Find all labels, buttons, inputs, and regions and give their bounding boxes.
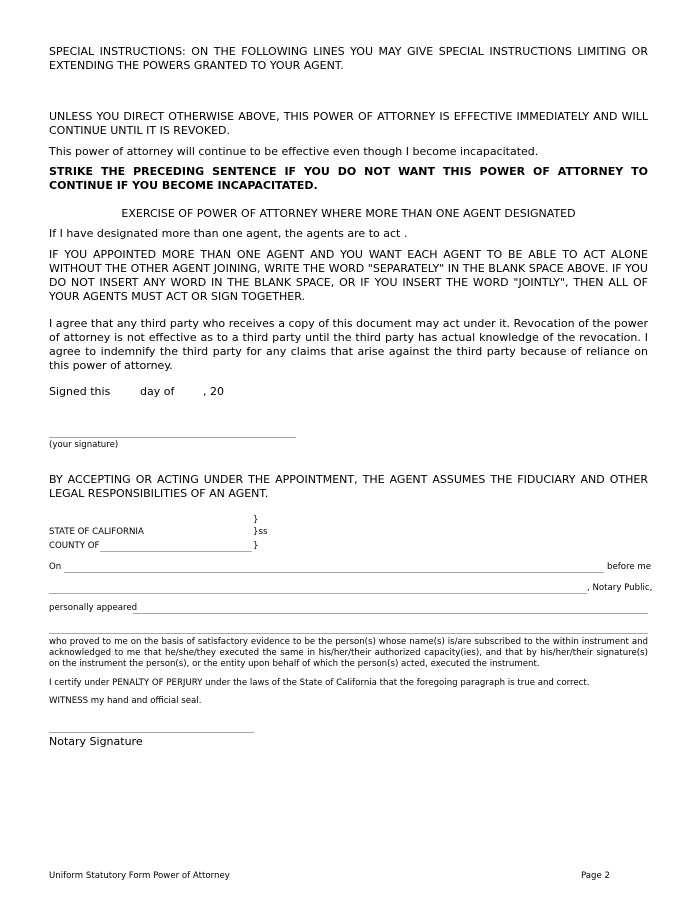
- your-signature-line: [49, 437, 296, 438]
- day-of-label: day of: [140, 385, 175, 398]
- effective-notice-text: UNLESS YOU DIRECT OTHERWISE ABOVE, THIS POWER OF ATTORNEY IS EFFECTIVE IMMEDIATELY AND WILL CONTINUE UNTIL IT IS REVOKED.: [49, 110, 648, 137]
- exercise-heading: EXERCISE OF POWER OF ATTORNEY WHERE MORE THAN ONE AGENT DESIGNATED: [121, 207, 576, 220]
- on-label: On: [49, 562, 62, 572]
- personally-appeared-label: personally appeared: [49, 603, 138, 613]
- footer-page-number: Page 2: [581, 871, 611, 881]
- year-prefix-label: , 20: [203, 385, 224, 398]
- notary-public-label: , Notary Public,: [587, 583, 653, 593]
- brace-bottom: }: [253, 541, 259, 551]
- notary-signature-line: [49, 732, 254, 733]
- notary-name-line: [49, 593, 587, 594]
- proof-paragraph: who proved to me on the basis of satisfactory evidence to be the person(s) whose name(s) is/are subscribed to the within instrument and acknowledged to me that he/she/they executed the same in his/her/their authorized capacity(ies), and that by his/her/their signature(s) on the instrument the person(s), or the entity upon behalf of which the person(s) acted, executed the instrument.: [49, 637, 648, 669]
- agents-act-text: If I have designated more than one agent, the agents are to act: [49, 227, 401, 240]
- county-line: [100, 551, 252, 552]
- incapacitated-sentence: This power of attorney will continue to be effective even though I become incapacitated.: [49, 145, 539, 158]
- agents-act-period: .: [404, 227, 408, 240]
- witness-statement: WITNESS my hand and official seal.: [49, 696, 202, 706]
- special-instructions-text: SPECIAL INSTRUCTIONS: ON THE FOLLOWING LINES YOU MAY GIVE SPECIAL INSTRUCTIONS LIMITING OR EXTENDING THE POWERS GRANTED TO YOUR AGENT.: [49, 45, 648, 72]
- personally-appeared-line: [133, 613, 648, 614]
- multiple-agents-instructions: IF YOU APPOINTED MORE THAN ONE AGENT AND YOU WANT EACH AGENT TO BE ABLE TO ACT ALONE WITHOUT THE OTHER AGENT JOINING, WRITE THE WORD "SEPARATELY" IN THE BLANK SPACE ABOVE. IF YOU DO NOT INSERT ANY WORD IN THE BLANK SPACE, OR IF YOU INSERT THE WORD "JOINTLY", THEN ALL OF YOUR AGENTS MUST ACT OR SIGN TOGETHER.: [49, 248, 648, 303]
- appeared-continuation-line: [49, 633, 648, 634]
- footer-form-name: Uniform Statutory Form Power of Attorney: [49, 871, 230, 881]
- your-signature-label: (your signature): [49, 440, 119, 450]
- notary-signature-label: Notary Signature: [49, 735, 143, 748]
- state-label: STATE OF CALIFORNIA: [49, 527, 144, 537]
- third-party-agreement: I agree that any third party who receives a copy of this document may act under it. Revocation of the power of attorney is not effective as to a third party until the third party has actual knowledge of the revocation. I agree to indemnify the third party for any claims that arise against the third party because of reliance on this power of attorney.: [49, 317, 648, 372]
- agent-acceptance-text: BY ACCEPTING OR ACTING UNDER THE APPOINTMENT, THE AGENT ASSUMES THE FIDUCIARY AND OTHER LEGAL RESPONSIBILITIES OF AN AGENT.: [49, 473, 648, 500]
- strike-notice-text: STRIKE THE PRECEDING SENTENCE IF YOU DO NOT WANT THIS POWER OF ATTORNEY TO CONTINUE IF YOU BECOME INCAPACITATED.: [49, 165, 648, 192]
- on-date-line: [64, 572, 604, 573]
- brace-top: }: [253, 515, 259, 525]
- perjury-statement: I certify under PENALTY OF PERJURY under the laws of the State of California that the foregoing paragraph is true and correct.: [49, 678, 590, 688]
- brace-ss: }ss: [253, 527, 268, 537]
- county-label: COUNTY OF: [49, 541, 100, 551]
- before-me-label: before me: [607, 562, 652, 572]
- signed-this-label: Signed this: [49, 385, 111, 398]
